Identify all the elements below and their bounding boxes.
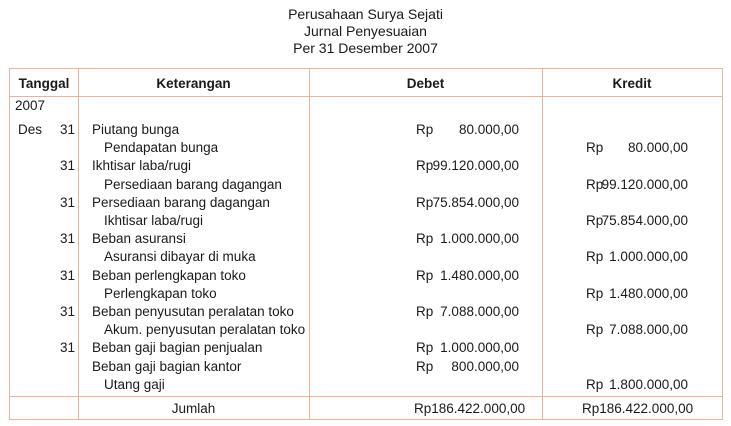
journal-row [10,194,722,212]
journal-period: Per 31 Desember 2007 [293,40,438,56]
total-row [10,400,722,418]
entry-account: Beban gaji bagian kantor [92,358,242,374]
credit-currency: Rp [586,140,604,156]
journal-row [10,303,722,321]
header-kredit: Kredit [612,76,652,91]
journal-row [10,321,722,339]
entry-account: Beban gaji bagian penjualan [92,340,263,356]
journal-row [10,267,722,285]
journal-row [10,176,722,194]
credit-amount: 80.000,00 [627,140,688,156]
entry-day: 31 [60,158,76,174]
entry-account: Utang gaji [104,376,165,392]
debit-currency: Rp [416,158,434,174]
journal-row [10,358,722,376]
debit-currency: Rp [416,340,434,356]
journal-row [10,121,722,139]
debit-amount: 7.088.000,00 [440,304,519,319]
journal-title: Jurnal Penyesuaian [304,23,427,39]
header-tanggal: Tanggal [18,76,70,91]
credit-amount: 1.000.000,00 [609,249,688,265]
entry-month: Des [18,122,43,137]
total-credit: Rp186.422.000,00 [582,401,694,416]
debit-currency: Rp [416,194,434,210]
credit-currency: Rp [586,322,604,338]
journal-row [10,157,722,175]
debit-amount: 1.000.000,00 [440,231,519,247]
debit-currency: Rp [416,267,434,283]
journal-row [10,139,722,157]
header-keterangan: Keterangan [156,76,231,91]
company-name: Perusahaan Surya Sejati [288,6,443,22]
journal-row [10,212,722,230]
debit-currency: Rp [416,358,434,374]
credit-amount: 1.480.000,00 [609,285,688,301]
entry-account: Ikhtisar laba/rugi [104,213,204,228]
credit-currency: Rp [586,176,604,192]
debit-currency: Rp [416,122,434,137]
total-label: Jumlah [171,401,216,416]
entry-day: 31 [60,194,76,210]
credit-amount: 75.854.000,00 [601,213,688,228]
journal-row [10,376,722,394]
journal-row [10,339,722,357]
journal-table [9,68,723,420]
entry-account: Perlengkapan toko [104,285,217,301]
total-debit: Rp186.422.000,00 [414,401,526,416]
entry-day: 31 [60,231,76,247]
entry-account: Asuransi dibayar di muka [104,249,256,265]
credit-amount: 99.120.000,00 [601,176,688,192]
entry-account: Akum. penyusutan peralatan toko [104,322,306,338]
credit-currency: Rp [586,285,604,301]
entry-account: Persediaan barang dagangan [92,194,270,210]
debit-currency: Rp [416,231,434,247]
journal-row [10,285,722,303]
entry-account: Ikhtisar laba/rugi [92,158,192,174]
credit-amount: 7.088.000,00 [609,322,688,338]
entry-day: 31 [60,122,76,137]
credit-currency: Rp [586,213,604,228]
entry-account: Piutang bunga [92,122,180,137]
entry-account: Beban perlengkapan toko [92,267,246,283]
year-label: 2007 [15,98,46,113]
header-debet: Debet [406,76,445,91]
entry-account: Beban asuransi [92,231,186,247]
debit-amount: 75.854.000,00 [432,194,519,210]
debit-amount: 800.000,00 [451,358,519,374]
entry-day: 31 [60,267,76,283]
credit-currency: Rp [586,376,604,392]
entry-account: Beban penyusutan peralatan toko [92,304,294,319]
journal-row [10,248,722,266]
credit-amount: 1.800.000,00 [609,376,688,392]
entry-day: 31 [60,304,76,319]
debit-currency: Rp [416,304,434,319]
entry-account: Persediaan barang dagangan [104,176,282,192]
entry-day: 31 [60,340,76,356]
entry-account: Pendapatan bunga [104,140,219,156]
credit-currency: Rp [586,249,604,265]
journal-row [10,230,722,248]
debit-amount: 99.120.000,00 [432,158,519,174]
debit-amount: 1.000.000,00 [440,340,519,356]
total-divider [10,396,722,397]
debit-amount: 1.480.000,00 [440,267,519,283]
debit-amount: 80.000,00 [458,122,519,137]
